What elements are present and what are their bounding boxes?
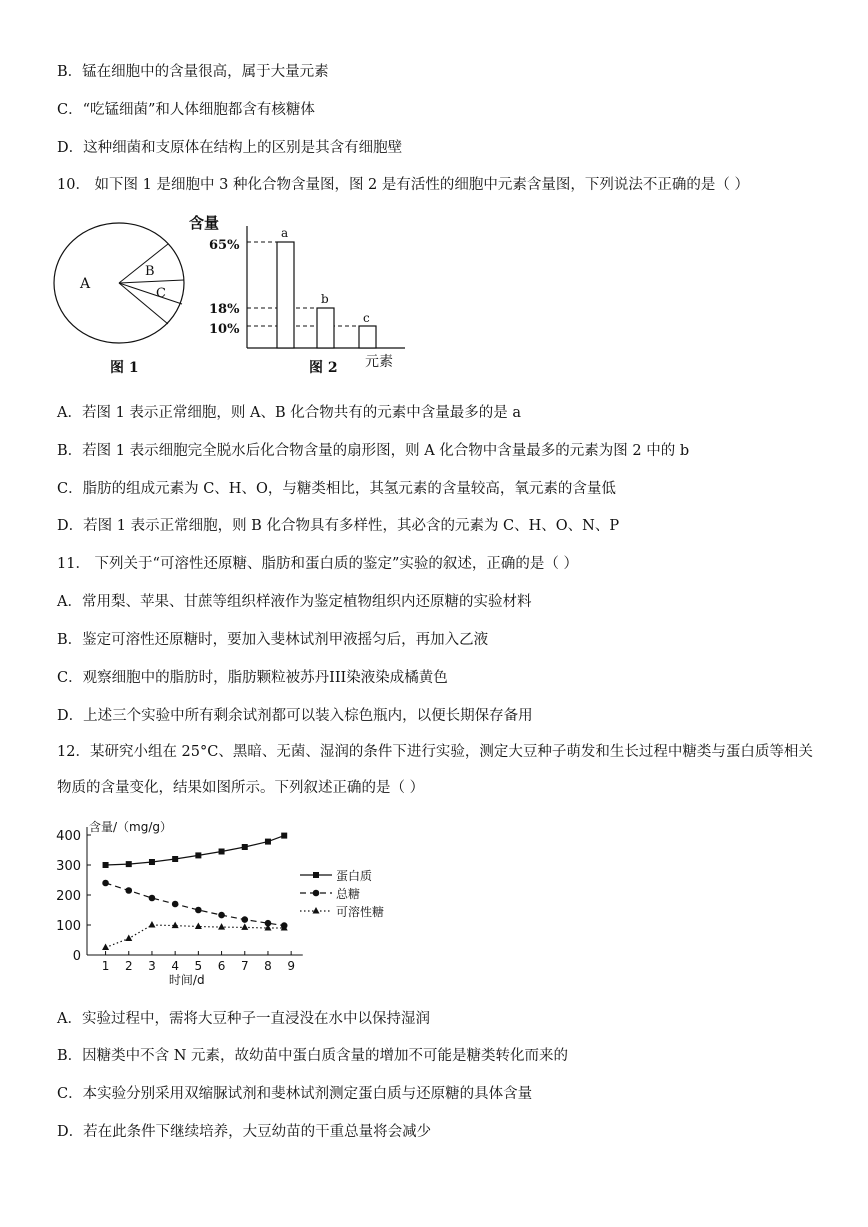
q12-line-chart — [50, 815, 390, 990]
legend-marker-2 — [313, 890, 320, 897]
q11-option-a: A．常用梨、苹果、甘蔗等组织样液作为鉴定植物组织内还原糖的实验材料 — [57, 594, 532, 610]
q11-option-d: D．上述三个实验中所有剩余试剂都可以装入棕色瓶内，以便长期保存备用 — [57, 708, 533, 724]
q12-option-d: D．若在此条件下继续培养，大豆幼苗的干重总量将会减少 — [57, 1124, 432, 1140]
q11-option-b: B．鉴定可溶性还原糖时，要加入斐林试剂甲液摇匀后，再加入乙液 — [57, 632, 489, 648]
data-point-series-1 — [195, 852, 201, 858]
prev-option-c: C．“吃锰细菌”和人体细胞都含有核糖体 — [57, 102, 315, 118]
legend-marker-1 — [313, 872, 319, 878]
y-tick-label: 0 — [72, 949, 81, 964]
x-tick-label: 8 — [264, 959, 272, 973]
q12-option-b: B．因糖类中不含 N 元素，故幼苗中蛋白质含量的增加不可能是糖类转化而来的 — [57, 1048, 569, 1064]
bar-label-b: b — [321, 292, 329, 306]
x-tick-label: 5 — [194, 959, 203, 973]
data-point-series-1 — [242, 844, 248, 850]
data-point-series-3 — [195, 923, 202, 930]
figure-2-caption: 图 2 — [309, 360, 338, 376]
y-tick-label: 400 — [56, 829, 81, 844]
pie-divider-1 — [119, 244, 168, 283]
x-tick-label: 3 — [148, 959, 156, 973]
q12-stem: 12．某研究小组在 25°C、黑暗、无菌、湿润的条件下进行实验，测定大豆种子萌发和生长过程中糖类与蛋白质等相关物质的含量变化，结果如图所示。下列叙述正确的是（ ） — [57, 744, 813, 796]
data-point-series-1 — [149, 859, 155, 865]
figure-2-xlabel: 元素 — [365, 354, 393, 370]
q11-stem: 11． 下列关于“可溶性还原糖、脂肪和蛋白质的鉴定”实验的叙述，正确的是（ ） — [57, 556, 578, 572]
tick-10: 10% — [209, 322, 240, 337]
data-point-series-3 — [218, 923, 225, 930]
data-point-series-1 — [103, 862, 109, 868]
tick-18: 18% — [209, 302, 240, 317]
data-point-series-1 — [265, 839, 271, 845]
data-point-series-1 — [126, 861, 132, 867]
data-point-series-2 — [149, 895, 156, 902]
series-line-2 — [106, 883, 285, 926]
bar-a — [277, 242, 294, 348]
pie-label-c: C — [156, 286, 166, 301]
x-tick-label: 1 — [101, 959, 110, 973]
q10-option-a: A．若图 1 表示正常细胞，则 A、B 化合物共有的元素中含量最多的是 a — [57, 405, 522, 421]
pie-label-b: B — [145, 264, 155, 279]
y-tick-label: 100 — [56, 919, 81, 934]
data-point-series-1 — [281, 833, 287, 839]
pie-divider-3 — [119, 283, 182, 304]
legend-label-3: 可溶性糖 — [336, 905, 385, 919]
x-axis-label: 时间/d — [168, 973, 205, 987]
q11-option-c: C．观察细胞中的脂肪时，脂肪颗粒被苏丹III染液染成橘黄色 — [57, 670, 448, 686]
data-point-series-3 — [102, 944, 109, 951]
prev-option-b: B．锰在细胞中的含量很高，属于大量元素 — [57, 64, 329, 80]
data-point-series-3 — [241, 923, 248, 930]
series-line-3 — [106, 925, 285, 948]
data-point-series-2 — [195, 907, 202, 914]
pie-divider-2 — [119, 280, 184, 283]
legend-label-1: 蛋白质 — [336, 869, 373, 883]
data-point-series-2 — [102, 880, 109, 887]
bar-c — [359, 326, 376, 348]
legend-marker-3 — [313, 907, 320, 914]
q10-option-d: D．若图 1 表示正常细胞，则 B 化合物具有多样性，其必含的元素为 C、H、O、N、P — [57, 518, 620, 534]
q10-stem: 10． 如下图 1 是细胞中 3 种化合物含量图，图 2 是有活性的细胞中元素含量图，下列说法不正确的是（ ） — [57, 177, 749, 193]
series-line-1 — [106, 836, 285, 865]
figure-1-caption: 图 1 — [110, 360, 139, 376]
q12-option-c: C．本实验分别采用双缩脲试剂和斐林试剂测定蛋白质与还原糖的具体含量 — [57, 1086, 533, 1102]
x-tick-label: 9 — [287, 959, 295, 973]
bar-b — [317, 308, 334, 348]
pie-label-a: A — [80, 276, 91, 292]
data-point-series-2 — [172, 901, 179, 908]
x-tick-label: 2 — [124, 959, 133, 973]
bar-label-a: a — [281, 226, 289, 240]
q10-option-b: B．若图 1 表示细胞完全脱水后化合物含量的扇形图，则 A 化合物中含量最多的元素为图 2 中的 b — [57, 443, 690, 459]
q12-option-a: A．实验过程中，需将大豆种子一直浸没在水中以保持湿润 — [57, 1011, 430, 1027]
y-tick-label: 200 — [56, 889, 81, 904]
q10-figure-2 — [185, 212, 415, 382]
prev-option-d: D．这种细菌和支原体在结构上的区别是其含有细胞壁 — [57, 140, 403, 156]
y-axis-label: 含量/（mg/g） — [89, 820, 173, 834]
tick-65: 65% — [209, 238, 240, 253]
data-point-series-2 — [218, 912, 225, 919]
data-point-series-3 — [148, 921, 155, 928]
data-point-series-1 — [172, 856, 178, 862]
data-point-series-3 — [172, 922, 179, 929]
x-tick-label: 7 — [240, 959, 249, 973]
q10-option-c: C．脂肪的组成元素为 C、H、O，与糖类相比，其氢元素的含量较高，氧元素的含量低 — [57, 481, 616, 497]
data-point-series-2 — [241, 916, 248, 923]
q10-figure-1 — [50, 220, 190, 380]
figure-2-ylabel: 含量 — [189, 214, 220, 232]
data-point-series-3 — [125, 935, 132, 942]
data-point-series-1 — [219, 849, 225, 855]
data-point-series-2 — [125, 887, 132, 894]
x-tick-label: 6 — [217, 959, 226, 973]
bar-label-c: c — [363, 311, 370, 325]
x-tick-label: 4 — [171, 959, 179, 973]
legend-label-2: 总糖 — [336, 887, 361, 901]
y-tick-label: 300 — [56, 859, 81, 874]
